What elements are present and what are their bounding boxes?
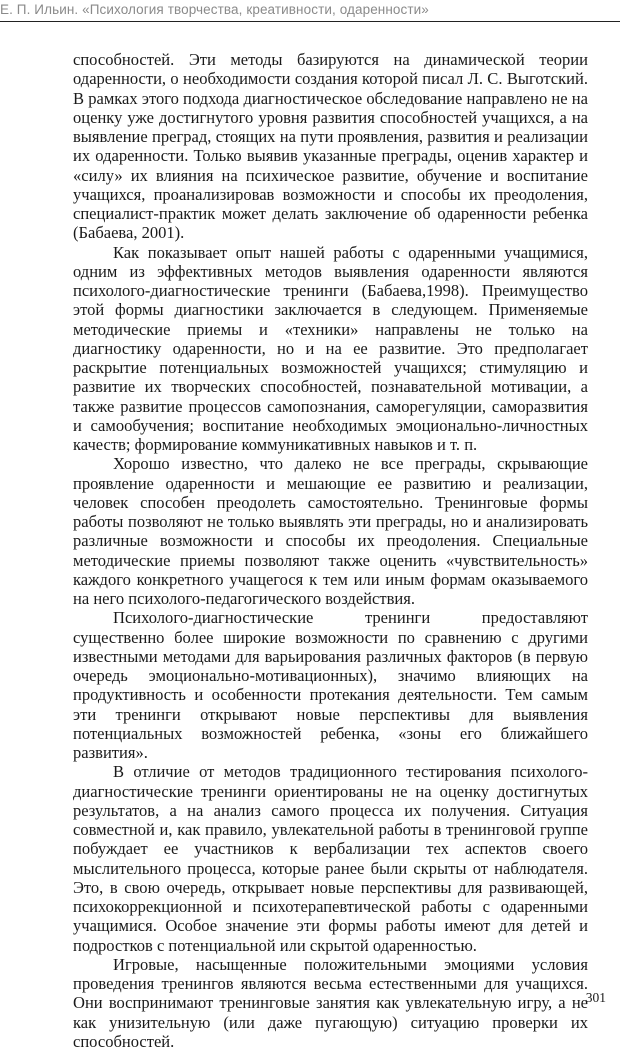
page-body bbox=[73, 50, 588, 1051]
running-header: Е. П. Ильин. «Психология творчества, креативности, одаренности» bbox=[0, 2, 429, 17]
page-number: 301 bbox=[585, 990, 606, 1005]
paragraph: Игровые, насыщенные положительными эмоциями условия проведения тренингов являются весьма естественными для учащихся. Они воспринимают тренинговые занятия как увлекательную игру, а не как унизительную (или даже пугающую) ситуацию проверки их способностей. bbox=[73, 954, 588, 1051]
paragraph: способностей. Эти методы базируются на динамической теории одаренности, о необходимости создания которой писал Л. С. Выготский. В рамках этого подхода диагностическое обследование направлено не на оценку уже достигнутого уровня развития способностей учащихся, а на выявление преград, стоящих на пути проявления, развития и реализации их одаренности. Только выявив указанные преграды, оценив характер и «силу» их влияния на психическое развитие, обучение и воспитание учащихся, проанализировав возможности и способы их преодоления, специалист-практик может делать заключение об одаренности ребенка (Бабаева, 2001). bbox=[73, 50, 588, 243]
paragraph: В отличие от методов традиционного тестирования психолого-диагностические тренинги ориентированы не на оценку достигнутых результатов, а на анализ самого процесса их получения. Ситуация совместной и, как правило, увлекательной работы в тренинговой группе побуждает ее участников к вербализации тех аспектов своего мыслительного процесса, которые ранее были скрыты от наблюдателя. Это, в свою очередь, открывает новые перспективы для развивающей, психокоррекционной и психотерапевтической работы с одаренными учащимися. Особое значение эти формы работы имеют для детей и подростков с потенциальной или скрытой одаренностью. bbox=[73, 762, 588, 955]
paragraph: Психолого-диагностические тренинги предоставляют существенно более широкие возможности по сравнению с другими известными методами для варьирования различных факторов (в первую очередь эмоционально-мотивационных), значимо влияющих на продуктивность и особенности протекания деятельности. Тем самым эти тренинги открывают новые перспективы для выявления потенциальных возможностей ребенка, «зоны его ближайшего развития». bbox=[73, 608, 588, 762]
paragraph: Хорошо известно, что далеко не все преграды, скрывающие проявление одаренности и мешающие ее развитию и реализации, человек способен преодолеть самостоятельно. Тренинговые формы работы позволяют не только выявлять эти преграды, но и анализировать различные возможности и способы их преодоления. Специальные методические приемы позволяют также оценить «чувствительность» каждого конкретного учащегося к тем или иным формам оказываемого на него психолого-педагогического воздействия. bbox=[73, 454, 588, 608]
header-rule bbox=[0, 21, 620, 22]
paragraph: Как показывает опыт нашей работы с одаренными учащимися, одним из эффективных методов выявления одаренности являются психолого-диагностические тренинги (Бабаева,1998). Преимущество этой формы диагностики заключается в следующем. Применяемые методические приемы и «техники» направлены не только на диагностику одаренности, но и на ее развитие. Это предполагает раскрытие потенциальных возможностей учащихся; стимуляцию и развитие их творческих способностей, познавательной мотивации, а также развитие процессов самопознания, саморегуляции, саморазвития и самообучения; воспитание необходимых эмоционально-личностных качеств; формирование коммуникативных навыков и т. п. bbox=[73, 242, 588, 454]
